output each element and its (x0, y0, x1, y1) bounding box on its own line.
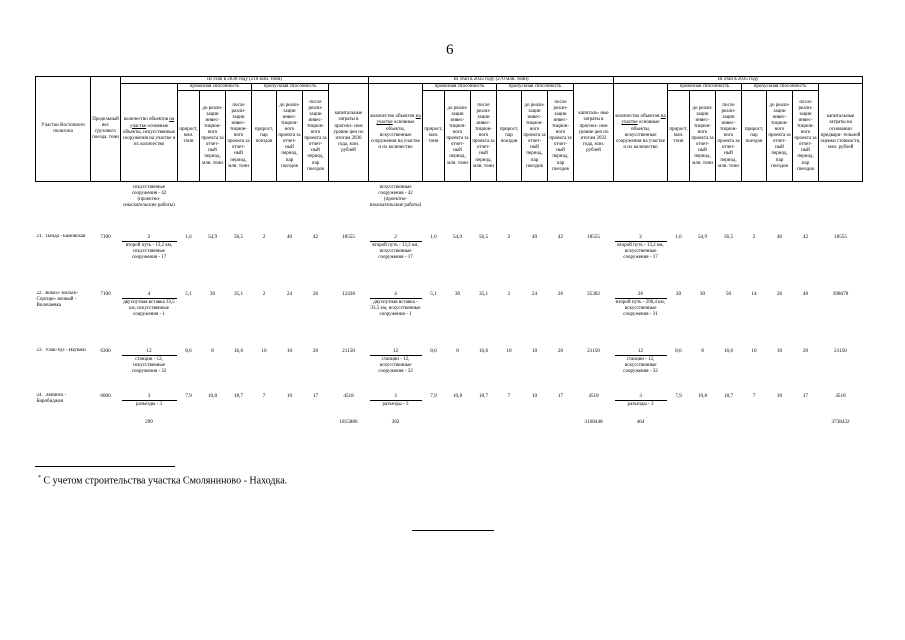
before-tons-cell: 54,9 (452, 233, 463, 240)
end-separator (412, 530, 494, 531)
total-objects-cell: 299 (145, 418, 153, 425)
after-tons-cell: 16,6 (233, 347, 244, 354)
before-tons-cell: 8 (701, 347, 704, 354)
after-tons-cell: 18,7 (723, 392, 734, 399)
capex-cell: 35302 (587, 290, 600, 297)
after-pairs-cell: 42 (802, 233, 809, 240)
objects-cell: 12 станции - 12, искусственные сооружения - 32 (614, 348, 668, 393)
table-row (36, 393, 863, 419)
objects-cell: 3 разъезды - 3 (369, 393, 423, 419)
after-tons-cell: 56,5 (478, 233, 489, 240)
table-row-continuation (36, 182, 863, 234)
after-pairs-header: после реали- зации инвес- тицион- ного проекта за отчет- ный период, пар поездов (548, 91, 574, 182)
increment-pairs-cell: 10 (751, 347, 757, 354)
increment-pairs-header: прирост, пар поездов (742, 91, 767, 182)
increment-pairs-cell: 14 (751, 290, 757, 297)
objects-cell: 4 двухпутная вставка 33,5 км, искусственные сооружения - 1 (123, 290, 175, 318)
capex-cell: 18555 (342, 233, 355, 240)
total-capex-cell: 3738432 (831, 418, 850, 425)
before-tons-header: до реали- зации инвес- тицион- ного проекта за отчет- ный период, млн. тонн (200, 91, 226, 182)
increment-pairs-cell: 2 (507, 290, 511, 297)
capex-cell: 18555 (587, 233, 600, 240)
increment-tons-cell: 7,9 (185, 392, 192, 399)
capex-cell: 4518 (343, 392, 354, 399)
total-capex-cell: 1815886 (339, 418, 358, 425)
total-capex-cell: 3168448 (584, 418, 603, 425)
increment-tons-cell: 1,6 (185, 233, 192, 240)
capex-cell: 4518 (835, 392, 846, 399)
after-pairs-cell: 42 (557, 233, 564, 240)
after-pairs-cell: 20 (312, 347, 319, 354)
increment-pairs-cell: 7 (262, 392, 266, 399)
increment-pairs-header: прирост, пар поездов (497, 91, 522, 182)
objects-cell: 2 второй путь - 13,2 км, искусственные сооружения - 17 (614, 234, 668, 291)
stage-2030-header: III этап в 2030 году (210 млн. тонн) (121, 77, 369, 84)
capex-cell: 18555 (834, 233, 847, 240)
before-pairs-cell: 10 (531, 392, 538, 399)
throughput-header: пропускная способность (252, 84, 329, 91)
objects-cell: 3 разъезды - 3 (614, 393, 668, 419)
capex-cell: 4518 (588, 392, 599, 399)
objects-header: количество объектов на участке основные объекты, искусственные сооружения на участке и их количество (369, 84, 423, 182)
after-pairs-header: после реали- зации инвес- тицион- ного проекта за отчет- ный период, пар поездов (303, 91, 329, 182)
before-tons-cell: 8 (211, 347, 214, 354)
footnote-text: С учетом строительства участка Смоляниново - Находка. (43, 475, 288, 487)
footnote-separator (35, 466, 175, 467)
weight-header: Предельный вес грузового поезда, тонн (91, 77, 121, 182)
after-tons-header: после реали- зации инвес- тицион- ного проекта за отчет- ный период, млн. тонн (471, 91, 497, 182)
before-pairs-header: до реали- зации инвес- тицион- ного проекта за отчет- ный период, пар поездов (277, 91, 303, 182)
section-cell: 23. Улак-Удз - Наушки (36, 347, 86, 353)
before-pairs-cell: 40 (286, 233, 293, 240)
table-row (36, 348, 863, 393)
after-pairs-cell: 20 (802, 347, 809, 354)
before-pairs-cell: 10 (286, 392, 293, 399)
table-row-totals (36, 419, 863, 433)
before-tons-cell: 10,8 (452, 392, 463, 399)
objects-cell: 2 второй путь - 13,2 км, искусственные сооружения - 17 (121, 234, 178, 291)
before-tons-cell: 54,9 (697, 233, 708, 240)
before-tons-cell: 8 (456, 347, 459, 354)
weight-cell: 7100 (100, 290, 111, 297)
before-tons-cell: 10,8 (207, 392, 218, 399)
increment-tons-cell: 7,9 (675, 392, 682, 399)
capex-header: капитальные затраты на основании предвари- тельной оценки стоимости, млн. рублей (819, 84, 863, 182)
objects-cell: 26 второй путь - 298,4 км, искусственные сооружения - 31 (616, 290, 665, 318)
before-pairs-header: до реали- зации инвес- тицион- ного проекта за отчет- ный период, пар поездов (522, 91, 548, 182)
objects-cell: 12 станции - 12, искусственные сооружения - 32 (369, 348, 423, 393)
after-pairs-cell: 26 (557, 290, 564, 297)
increment-tons-cell: 8,6 (430, 347, 437, 354)
before-pairs-cell: 10 (776, 392, 783, 399)
after-tons-cell: 18,7 (233, 392, 244, 399)
objects-header: количество объектов на участке основные объекты, искусственные сооружения на участке и их количество (614, 84, 668, 182)
after-pairs-cell: 17 (557, 392, 564, 399)
objects-cell: 2 второй путь - 13,2 км, искусственные сооружения - 17 (369, 234, 423, 291)
increment-tons-header: прирост, млн. тонн (423, 91, 445, 182)
after-pairs-cell: 17 (802, 392, 809, 399)
after-tons-cell: 56,5 (233, 233, 244, 240)
increment-tons-cell: 1,6 (675, 233, 682, 240)
header-row-stages (36, 77, 863, 84)
after-tons-cell: 50 (725, 290, 732, 297)
after-tons-cell: 16,6 (478, 347, 489, 354)
increment-tons-cell: 5,1 (430, 290, 437, 297)
carrying-header: провозная способность (178, 84, 252, 91)
increment-pairs-cell: 10 (506, 347, 512, 354)
increment-pairs-cell: 2 (507, 233, 511, 240)
increment-tons-cell: 7,9 (430, 392, 437, 399)
increment-pairs-cell: 10 (261, 347, 267, 354)
capex-cell: 21150 (834, 347, 847, 354)
after-pairs-cell: 40 (802, 290, 809, 297)
before-pairs-cell: 24 (286, 290, 293, 297)
header-row-capacity (36, 84, 863, 91)
before-pairs-cell: 24 (531, 290, 538, 297)
increment-tons-cell: 20 (675, 290, 682, 297)
before-pairs-cell: 40 (776, 233, 783, 240)
capex-header: капиталь- ные затраты в прогноз- ном уровне цен по итогам 2032 года, млн. рублей (574, 84, 614, 182)
investment-table (35, 76, 863, 433)
increment-pairs-cell: 7 (752, 392, 756, 399)
before-tons-header: до реали- зации инвес- тицион- ного проекта за отчет- ный период, млн. тонн (690, 91, 716, 182)
before-tons-cell: 30 (209, 290, 216, 297)
after-tons-cell: 35,1 (233, 290, 244, 297)
capex-header: капитальные затраты в прогноз- ном уровне цен по итогам 2030 года, млн. рублей (329, 84, 369, 182)
increment-pairs-cell: 2 (262, 290, 266, 297)
weight-cell: 6000 (100, 392, 111, 399)
total-objects-cell: 464 (636, 418, 645, 425)
before-tons-cell: 10,8 (697, 392, 708, 399)
carrying-header: провозная способность (668, 84, 742, 91)
throughput-header: пропускная способность (742, 84, 819, 91)
weight-cell: 7100 (100, 233, 111, 240)
objects-cell: 12 станции - 12, искусственные сооружения - 32 (121, 348, 178, 393)
after-pairs-cell: 26 (312, 290, 319, 297)
before-pairs-cell: 26 (776, 290, 783, 297)
footnote-mark: * (38, 475, 41, 481)
capex-cell: 12438 (342, 290, 355, 297)
throughput-header: пропускная способность (497, 84, 574, 91)
section-cell: 22. Комсо- мольск- Сортиро- вочный - Волочаевка (36, 290, 79, 308)
increment-tons-header: прирост, млн. тонн (668, 91, 690, 182)
after-tons-cell: 18,7 (478, 392, 489, 399)
before-pairs-cell: 40 (531, 233, 538, 240)
section-cell: 24. Ленинск - Биробиджан (36, 392, 67, 404)
weight-cell: 6300 (100, 347, 111, 354)
before-pairs-cell: 10 (531, 347, 538, 354)
carrying-header: провозная способность (423, 84, 497, 91)
capex-cell: 21150 (587, 347, 600, 354)
before-tons-header: до реали- зации инвес- тицион- ного проекта за отчет- ный период, млн. тонн (445, 91, 471, 182)
after-tons-cell: 16,6 (723, 347, 734, 354)
increment-pairs-cell: 2 (262, 233, 266, 240)
section-header: Участки Восточного полигона (36, 77, 91, 182)
increment-pairs-cell: 2 (752, 233, 756, 240)
after-tons-cell: 56,5 (723, 233, 734, 240)
footnote (38, 475, 287, 486)
after-pairs-header: после реали- зации инвес- тицион- ного проекта за отчет- ный период, пар поездов (793, 91, 819, 182)
before-pairs-header: до реали- зации инвес- тицион- ного проекта за отчет- ный период, пар поездов (767, 91, 793, 182)
increment-pairs-header: прирост, пар поездов (252, 91, 277, 182)
total-objects-cell: 382 (391, 418, 400, 425)
capex-cell: 21150 (342, 347, 355, 354)
before-tons-cell: 30 (699, 290, 706, 297)
after-pairs-cell: 20 (557, 347, 564, 354)
table-row (36, 291, 863, 348)
objects-cell: 4 двухпутная вставка - 33,5 км, искусственные сооружения - 1 (370, 290, 421, 318)
objects-header: количество объектов на участке основные объекты, искусственные сооружения на участке и их количество (121, 84, 178, 182)
after-tons-header: после реали- зации инвес- тицион- ного проекта за отчет- ный период, млн. тонн (716, 91, 742, 182)
after-pairs-cell: 42 (312, 233, 319, 240)
increment-pairs-cell: 7 (507, 392, 511, 399)
increment-tons-cell: 8,6 (675, 347, 682, 354)
after-tons-cell: 35,1 (478, 290, 489, 297)
objects-cell: искусственные сооружения - 42 (проектно- изыскательские работы) (123, 185, 175, 209)
page-number: 6 (446, 42, 454, 58)
before-tons-cell: 30 (454, 290, 461, 297)
after-tons-header: после реали- зации инвес- тицион- ного проекта за отчет- ный период, млн. тонн (226, 91, 252, 182)
capex-cell: 398678 (832, 290, 849, 297)
stage-2035-header: III этап в 2035 году (614, 77, 863, 84)
before-pairs-cell: 10 (286, 347, 293, 354)
before-pairs-cell: 10 (776, 347, 783, 354)
increment-tons-cell: 1,6 (430, 233, 437, 240)
section-cell: 21. Тында - Бамовская (36, 233, 86, 239)
stage-2032-header: III этап в 2032 году (270 млн. тонн) (369, 77, 614, 84)
objects-cell: 3 разъезды - 3 (121, 393, 178, 419)
increment-tons-header: прирост, млн. тонн (178, 91, 200, 182)
after-pairs-cell: 17 (312, 392, 319, 399)
objects-cell: искусственные сооружения - 42 (проектно- изыскательские работы) (369, 185, 422, 209)
before-tons-cell: 54,9 (207, 233, 218, 240)
table-row (36, 234, 863, 291)
increment-tons-cell: 8,6 (185, 347, 192, 354)
increment-tons-cell: 5,1 (185, 290, 192, 297)
